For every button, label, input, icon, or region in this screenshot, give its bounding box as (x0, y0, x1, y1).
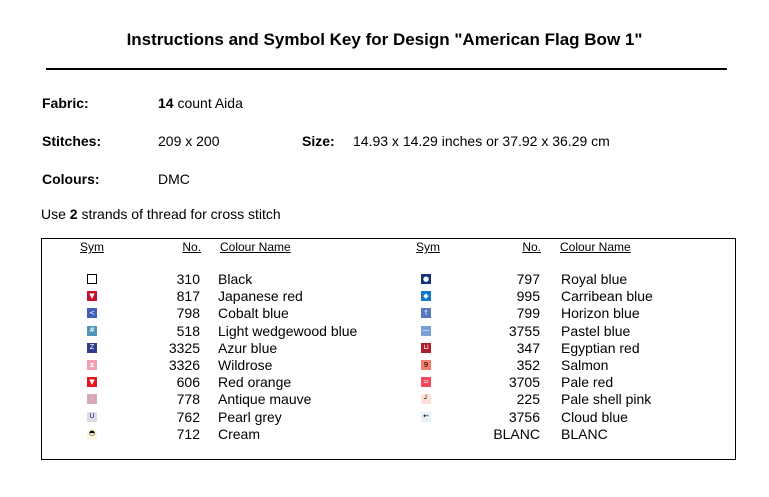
colour-name: Azur blue (218, 339, 278, 356)
colours-value: DMC (158, 171, 190, 187)
key-row (0, 426, 769, 443)
dmc-number: 712 (176, 425, 200, 442)
header-colour-name-left: Colour Name (220, 240, 291, 254)
key-row (0, 374, 769, 391)
digit-nine-icon: 9 (421, 360, 431, 370)
header-sym-left: Sym (80, 240, 104, 254)
dmc-number: 762 (176, 408, 200, 425)
arrow-up-icon: ↑ (421, 308, 431, 318)
key-row (0, 288, 769, 305)
colour-name: Egyptian red (561, 339, 640, 356)
header-no-left: No. (182, 240, 201, 254)
corner-icon: ┘ (421, 394, 431, 404)
dmc-number: 3756 (508, 408, 540, 425)
colour-name: Pale shell pink (561, 391, 652, 408)
dash-icon: — (422, 326, 430, 335)
dmc-number: 347 (516, 339, 540, 356)
colour-name: Salmon (561, 357, 609, 373)
letter-u-icon: U (87, 412, 97, 422)
key-row (0, 271, 769, 288)
strand-instruction (41, 206, 281, 222)
colour-name: Japanese red (218, 288, 303, 305)
dmc-number: 352 (516, 357, 540, 373)
fabric-count: 14 (158, 95, 174, 111)
colour-name: Pearl grey (218, 408, 282, 425)
dmc-number: 799 (516, 305, 540, 322)
title-divider (46, 68, 727, 70)
less-than-icon: < (87, 308, 97, 318)
colour-name: Wildrose (218, 357, 273, 373)
header-no-right: No. (522, 240, 541, 254)
dmc-number: 817 (176, 288, 200, 305)
key-row (0, 305, 769, 322)
circle-icon: ● (422, 274, 430, 283)
colour-name: Pastel blue (561, 322, 631, 339)
dmc-number: 3326 (168, 357, 200, 373)
dmc-number: 606 (176, 374, 200, 391)
strand-suffix: strands of thread for cross stitch (81, 206, 281, 222)
dmc-number: 3755 (508, 322, 540, 339)
dmc-number: 3325 (168, 339, 200, 356)
arrow-left-icon: ← (421, 412, 431, 422)
key-row (0, 391, 769, 408)
fabric-label: Fabric: (42, 95, 89, 111)
colour-name: Black (218, 271, 253, 287)
key-row (0, 340, 769, 357)
dmc-number: 225 (516, 391, 540, 408)
page-title: Instructions and Symbol Key for Design "American Flag Bow 1" (126, 30, 643, 49)
header-sym-right: Sym (416, 240, 440, 254)
key-row (0, 409, 769, 426)
fabric-value (158, 95, 243, 111)
dmc-number: 518 (176, 322, 200, 339)
dmc-number: BLANC (493, 425, 540, 442)
colour-name: Light wedgewood blue (218, 322, 358, 339)
triangle-down-icon: ▼ (87, 377, 97, 387)
colour-name: Cobalt blue (218, 305, 289, 322)
header-colour-name-right: Colour Name (560, 240, 631, 254)
fabric-type: count Aida (177, 95, 243, 111)
size-label: Size: (302, 133, 335, 149)
equals-icon: = (421, 377, 431, 387)
colour-name: Pale red (561, 374, 614, 391)
colour-name: Carribean blue (561, 288, 653, 305)
dot-icon: · (87, 394, 97, 404)
colour-name: Cream (218, 425, 261, 442)
strand-prefix: Use (41, 206, 66, 222)
cup-icon: ⊔ (421, 343, 431, 353)
letter-z-icon: Z (87, 343, 97, 353)
dmc-number: 797 (516, 271, 540, 287)
colour-name: Royal blue (561, 271, 628, 287)
colour-name: Cloud blue (561, 408, 628, 425)
dmc-number: 778 (176, 391, 200, 408)
triangle-down-icon: ▼ (87, 291, 97, 301)
key-row (0, 323, 769, 340)
colour-name: BLANC (561, 425, 608, 442)
hourglass-icon: ⧗ (87, 360, 97, 370)
strand-count: 2 (69, 206, 78, 222)
colour-name: Red orange (218, 374, 292, 391)
stitches-label: Stitches: (42, 133, 102, 149)
dmc-number: 995 (516, 288, 540, 305)
half-circle-icon: ◓ (88, 429, 96, 438)
colour-name: Antique mauve (218, 391, 312, 408)
stitches-value: 209 x 200 (158, 133, 220, 149)
colour-name: Horizon blue (561, 305, 640, 322)
colours-label: Colours: (42, 171, 100, 187)
size-value: 14.93 x 14.29 inches or 37.92 x 36.29 cm (353, 133, 610, 149)
dmc-number: 798 (176, 305, 200, 322)
dmc-number: 3705 (508, 374, 540, 391)
key-row (0, 357, 769, 374)
diamond-icon: ◆ (421, 291, 431, 301)
hash-icon: # (87, 326, 97, 336)
dmc-number: 310 (176, 271, 200, 287)
